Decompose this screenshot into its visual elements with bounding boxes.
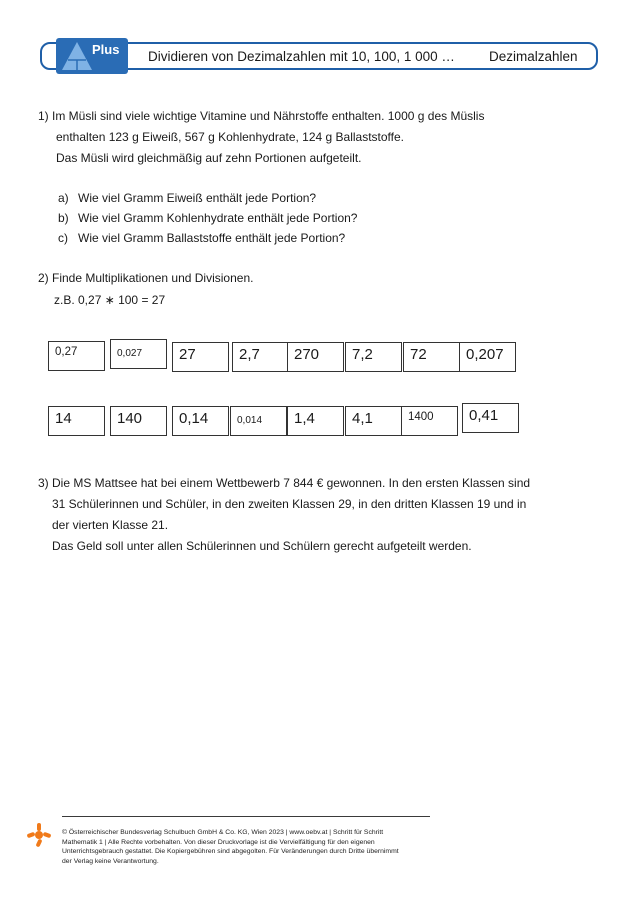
footer-line: Mathematik 1 | Alle Rechte vorbehalten. Von dieser Druckvorlage ist die Vervielfältigung für den eigenen bbox=[62, 838, 375, 846]
task1-line: Das Müsli wird gleichmäßig auf zehn Portionen aufgeteilt. bbox=[56, 151, 362, 165]
question-letter: c) bbox=[58, 231, 68, 245]
number-card[interactable]: 0,207 bbox=[459, 342, 516, 372]
number-card[interactable]: 14 bbox=[48, 406, 105, 436]
number-card[interactable]: 1,4 bbox=[287, 406, 344, 436]
logo-label: Plus bbox=[92, 42, 120, 57]
task3-line: der vierten Klasse 21. bbox=[52, 518, 169, 532]
footer-line: der Verlag keine Verantwortung. bbox=[62, 857, 159, 865]
plus-logo bbox=[56, 38, 128, 74]
question-text: Wie viel Gramm Kohlenhydrate enthält jede Portion? bbox=[78, 211, 358, 225]
number-card[interactable]: 0,014 bbox=[230, 406, 287, 436]
question-letter: a) bbox=[58, 191, 69, 205]
task3-line: 31 Schülerinnen und Schüler, in den zweiten Klassen 29, in den dritten Klassen 19 und in bbox=[52, 497, 527, 511]
number-card[interactable]: 2,7 bbox=[232, 342, 289, 372]
footer-line: © Österreichischer Bundesverlag Schulbuch GmbH & Co. KG, Wien 2023 | www.oebv.at | Schritt für Schritt bbox=[62, 829, 384, 836]
copyright-notice bbox=[62, 828, 442, 866]
question-letter: b) bbox=[58, 211, 69, 225]
task2-title: 2) Finde Multiplikationen und Divisionen. bbox=[38, 271, 254, 285]
footer-divider bbox=[62, 816, 430, 817]
number-card[interactable]: 4,1 bbox=[345, 406, 402, 436]
triangle-icon bbox=[60, 40, 94, 72]
worksheet-topic: Dezimalzahlen bbox=[489, 49, 578, 64]
number-card[interactable]: 1400 bbox=[401, 406, 458, 436]
number-card[interactable]: 0,27 bbox=[48, 341, 105, 371]
number-card[interactable]: 0,14 bbox=[172, 406, 229, 436]
task1-line: 1) Im Müsli sind viele wichtige Vitamine und Nährstoffe enthalten. 1000 g des Müslis bbox=[38, 109, 485, 123]
worksheet-title: Dividieren von Dezimalzahlen mit 10, 100, 1 000 … bbox=[148, 49, 455, 64]
number-card[interactable]: 0,027 bbox=[110, 339, 167, 369]
number-card[interactable]: 0,41 bbox=[462, 403, 519, 433]
question-text: Wie viel Gramm Eiweiß enthält jede Portion? bbox=[78, 191, 317, 205]
number-card[interactable]: 140 bbox=[110, 406, 167, 436]
footer-line: Unterrichtsgebrauch gestattet. Die Kopiergebühren sind abgegolten. Für Veränderungen durch Dritte übernimmt bbox=[62, 848, 399, 855]
task3-line: 3) Die MS Mattsee hat bei einem Wettbewerb 7 844 € gewonnen. In den ersten Klassen sind bbox=[38, 476, 531, 490]
task3-line: Das Geld soll unter allen Schülerinnen und Schülern gerecht aufgeteilt werden. bbox=[52, 539, 472, 553]
publisher-logo-icon bbox=[26, 822, 52, 853]
number-card[interactable]: 7,2 bbox=[345, 342, 402, 372]
question-text: Wie viel Gramm Ballaststoffe enthält jede Portion? bbox=[78, 231, 346, 245]
number-card[interactable]: 72 bbox=[403, 342, 460, 372]
task1-line: enthalten 123 g Eiweiß, 567 g Kohlenhydrate, 124 g Ballaststoffe. bbox=[56, 130, 405, 144]
number-card[interactable]: 270 bbox=[287, 342, 344, 372]
number-card[interactable]: 27 bbox=[172, 342, 229, 372]
task2-example: z.B. 0,27 ∗ 100 = 27 bbox=[54, 293, 166, 307]
